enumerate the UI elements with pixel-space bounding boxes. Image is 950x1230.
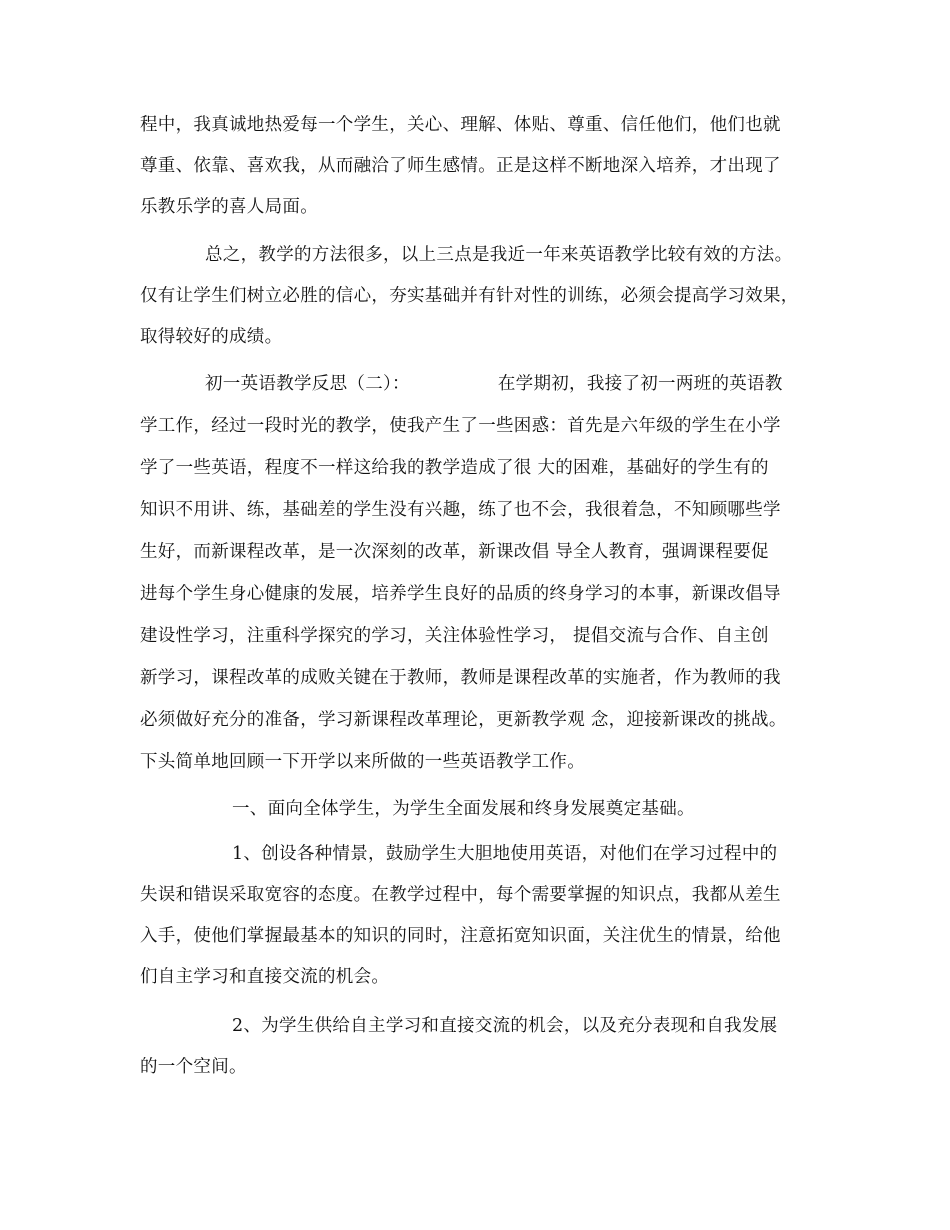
paragraph-line: 知识不用讲、练，基础差的学生没有兴趣，练了也不会，我很着急，不知顾哪些学 xyxy=(140,500,781,520)
paragraph-line: 入手，使他们掌握最基本的知识的同时，注意拓宽知识面，关注优生的情景，给他 xyxy=(140,926,781,946)
section-title: 初一英语教学反思（二）： xyxy=(205,374,410,394)
paragraph-line: 仅有让学生们树立必胜的信心，夯实基础并有针对性的训练，必须会提高学习效果， xyxy=(140,286,799,306)
paragraph-line: 的一个空间。 xyxy=(140,1057,247,1077)
paragraph-line: 学工作，经过一段时光的教学，使我产生了一些困惑：首先是六年级的学生在小学 xyxy=(140,416,781,436)
paragraph-line: 取得较好的成绩。 xyxy=(140,327,283,347)
paragraph-line: 们自主学习和直接交流的机会。 xyxy=(140,967,390,987)
paragraph-line: 程中，我真诚地热爱每一个学生，关心、理解、体贴、尊重、信任他们，他们也就 xyxy=(140,115,781,135)
paragraph-line: 生好，而新课程改革，是一次深刻的改革，新课改倡 导全人教育，强调课程要促 xyxy=(140,542,769,562)
paragraph-line: 学了一些英语，程度不一样这给我的教学造成了很 大的困难，基础好的学生有的 xyxy=(140,458,769,478)
paragraph-line: 必须做好充分的准备，学习新课程改革理论，更新教学观 念，迎接新课改的挑战。 xyxy=(140,710,787,730)
paragraph-line: 失误和错误采取宽容的态度。在教学过程中，每个需要掌握的知识点，我都从差生 xyxy=(140,885,781,905)
paragraph-line: 2、为学生供给自主学习和直接交流的机会，以及充分表现和自我发展 xyxy=(232,1016,778,1036)
section-heading: 一、面向全体学生，为学生全面发展和终身发展奠定基础。 xyxy=(232,799,695,819)
paragraph-line: 下头简单地回顾一下开学以来所做的一些英语教学工作。 xyxy=(140,752,585,772)
paragraph-text: 在学期初，我接了初一两班的英语教 xyxy=(497,374,783,394)
paragraph-line: 建设性学习，注重科学探究的学习，关注体验性学习， 提倡交流与合作、自主创 xyxy=(140,626,769,646)
paragraph-line: 1、创设各种情景，鼓励学生大胆地使用英语，对他们在学习过程中的 xyxy=(232,844,778,864)
paragraph-line: 新学习，课程改革的成败关键在于教师，教师是课程改革的实施者，作为教师的我 xyxy=(140,668,781,688)
paragraph-line: 尊重、依靠、喜欢我，从而融洽了师生感情。正是这样不断地深入培养，才出现了 xyxy=(140,156,781,176)
paragraph-line: 乐教乐学的喜人局面。 xyxy=(140,197,318,217)
section-title-line xyxy=(205,372,783,396)
paragraph-line: 进每个学生身心健康的发展，培养学生良好的品质的终身学习的本事，新课改倡导 xyxy=(140,584,781,604)
paragraph-line: 总之，教学的方法很多，以上三点是我近一年来英语教学比较有效的方法。 xyxy=(205,245,793,265)
